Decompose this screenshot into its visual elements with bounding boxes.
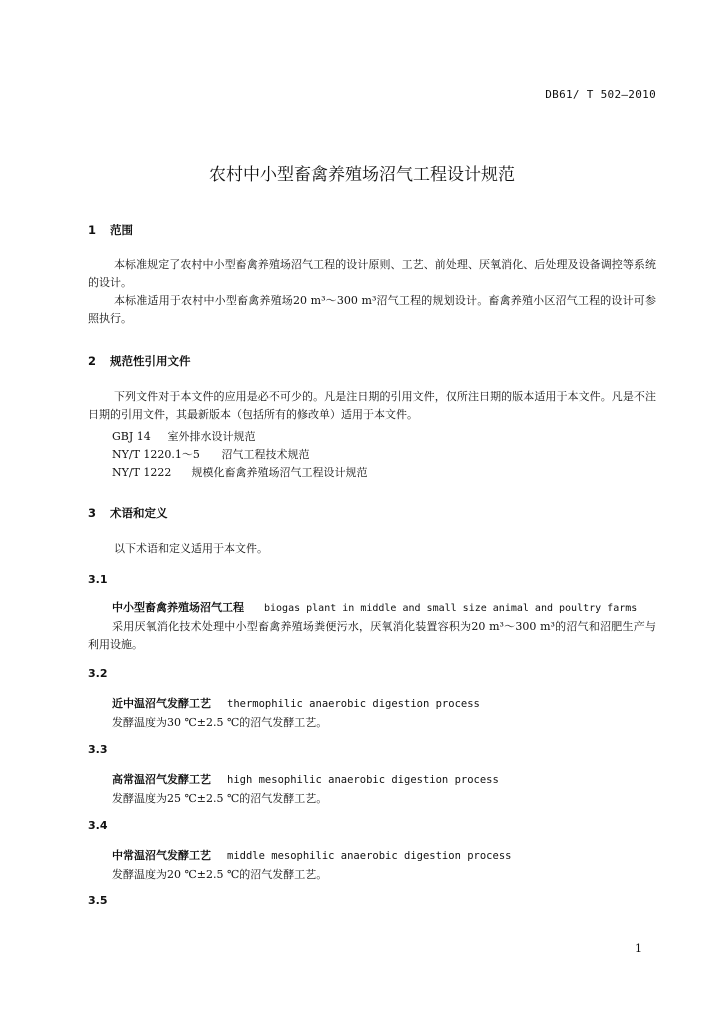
section-title: 术语和定义: [110, 506, 168, 520]
reference-title: 规模化畜禽养殖场沼气工程设计规范: [191, 466, 368, 479]
section-heading-terms: [88, 505, 168, 521]
term-chinese: 近中温沼气发酵工艺: [112, 697, 211, 710]
section-heading-references: [88, 353, 191, 369]
terms-intro: 以下术语和定义适用于本文件。: [114, 542, 268, 555]
term-number: 3.5: [88, 894, 108, 907]
term-heading: [112, 695, 480, 711]
reference-item: [112, 464, 368, 480]
term-number: 3.1: [88, 573, 108, 586]
term-heading: [112, 771, 499, 787]
term-chinese: 中小型畜禽养殖场沼气工程: [112, 601, 244, 614]
term-definition: 发酵温度为20 ℃±2.5 ℃的沼气发酵工艺。: [112, 868, 328, 881]
scope-paragraph-1: 本标准规定了农村中小型畜禽养殖场沼气工程的设计原则、工艺、前处理、厌氧消化、后处理及设备调控等系统的设计。: [88, 258, 656, 289]
page-number: 1: [635, 942, 642, 955]
section-heading-scope: [88, 222, 133, 238]
term-heading: [112, 599, 637, 615]
term-definition: 采用厌氧消化技术处理中小型畜禽养殖场粪便污水，厌氧消化装置容积为20 m³～300 m³的沼气和沼肥生产与利用设施。: [88, 620, 656, 651]
reference-title: 室外排水设计规范: [167, 430, 256, 443]
document-title: 农村中小型畜禽养殖场沼气工程设计规范: [209, 165, 515, 185]
reference-title: 沼气工程技术规范: [221, 448, 310, 461]
section-number: 3: [88, 506, 97, 520]
reference-code: NY/T 1220.1～5: [112, 448, 200, 461]
term-english: thermophilic anaerobic digestion process: [227, 698, 480, 710]
scope-paragraph-2: 本标准适用于农村中小型畜禽养殖场20 m³～300 m³沼气工程的规划设计。畜禽养殖小区沼气工程的设计可参照执行。: [88, 294, 656, 325]
section-number: 1: [88, 223, 97, 237]
section-title: 范围: [110, 223, 134, 237]
term-heading: [112, 847, 511, 863]
term-english: high mesophilic anaerobic digestion process: [227, 774, 499, 786]
term-number: 3.2: [88, 667, 108, 680]
section-number: 2: [88, 354, 97, 368]
term-chinese: 高常温沼气发酵工艺: [112, 773, 211, 786]
section-title: 规范性引用文件: [110, 354, 191, 368]
reference-item: [112, 446, 310, 462]
standard-code: DB61/ T 502—2010: [545, 88, 656, 101]
reference-code: NY/T 1222: [112, 466, 172, 479]
term-chinese: 中常温沼气发酵工艺: [112, 849, 211, 862]
reference-code: GBJ 14: [112, 430, 151, 443]
term-definition: 发酵温度为25 ℃±2.5 ℃的沼气发酵工艺。: [112, 792, 328, 805]
reference-item: [112, 428, 256, 444]
term-number: 3.4: [88, 819, 108, 832]
term-english: biogas plant in middle and small size animal and poultry farms: [264, 603, 638, 614]
term-english: middle mesophilic anaerobic digestion process: [227, 850, 512, 862]
references-intro: 下列文件对于本文件的应用是必不可少的。凡是注日期的引用文件，仅所注日期的版本适用于本文件。凡是不注日期的引用文件，其最新版本（包括所有的修改单）适用于本文件。: [88, 390, 656, 421]
term-definition: 发酵温度为30 ℃±2.5 ℃的沼气发酵工艺。: [112, 716, 328, 729]
term-number: 3.3: [88, 743, 108, 756]
